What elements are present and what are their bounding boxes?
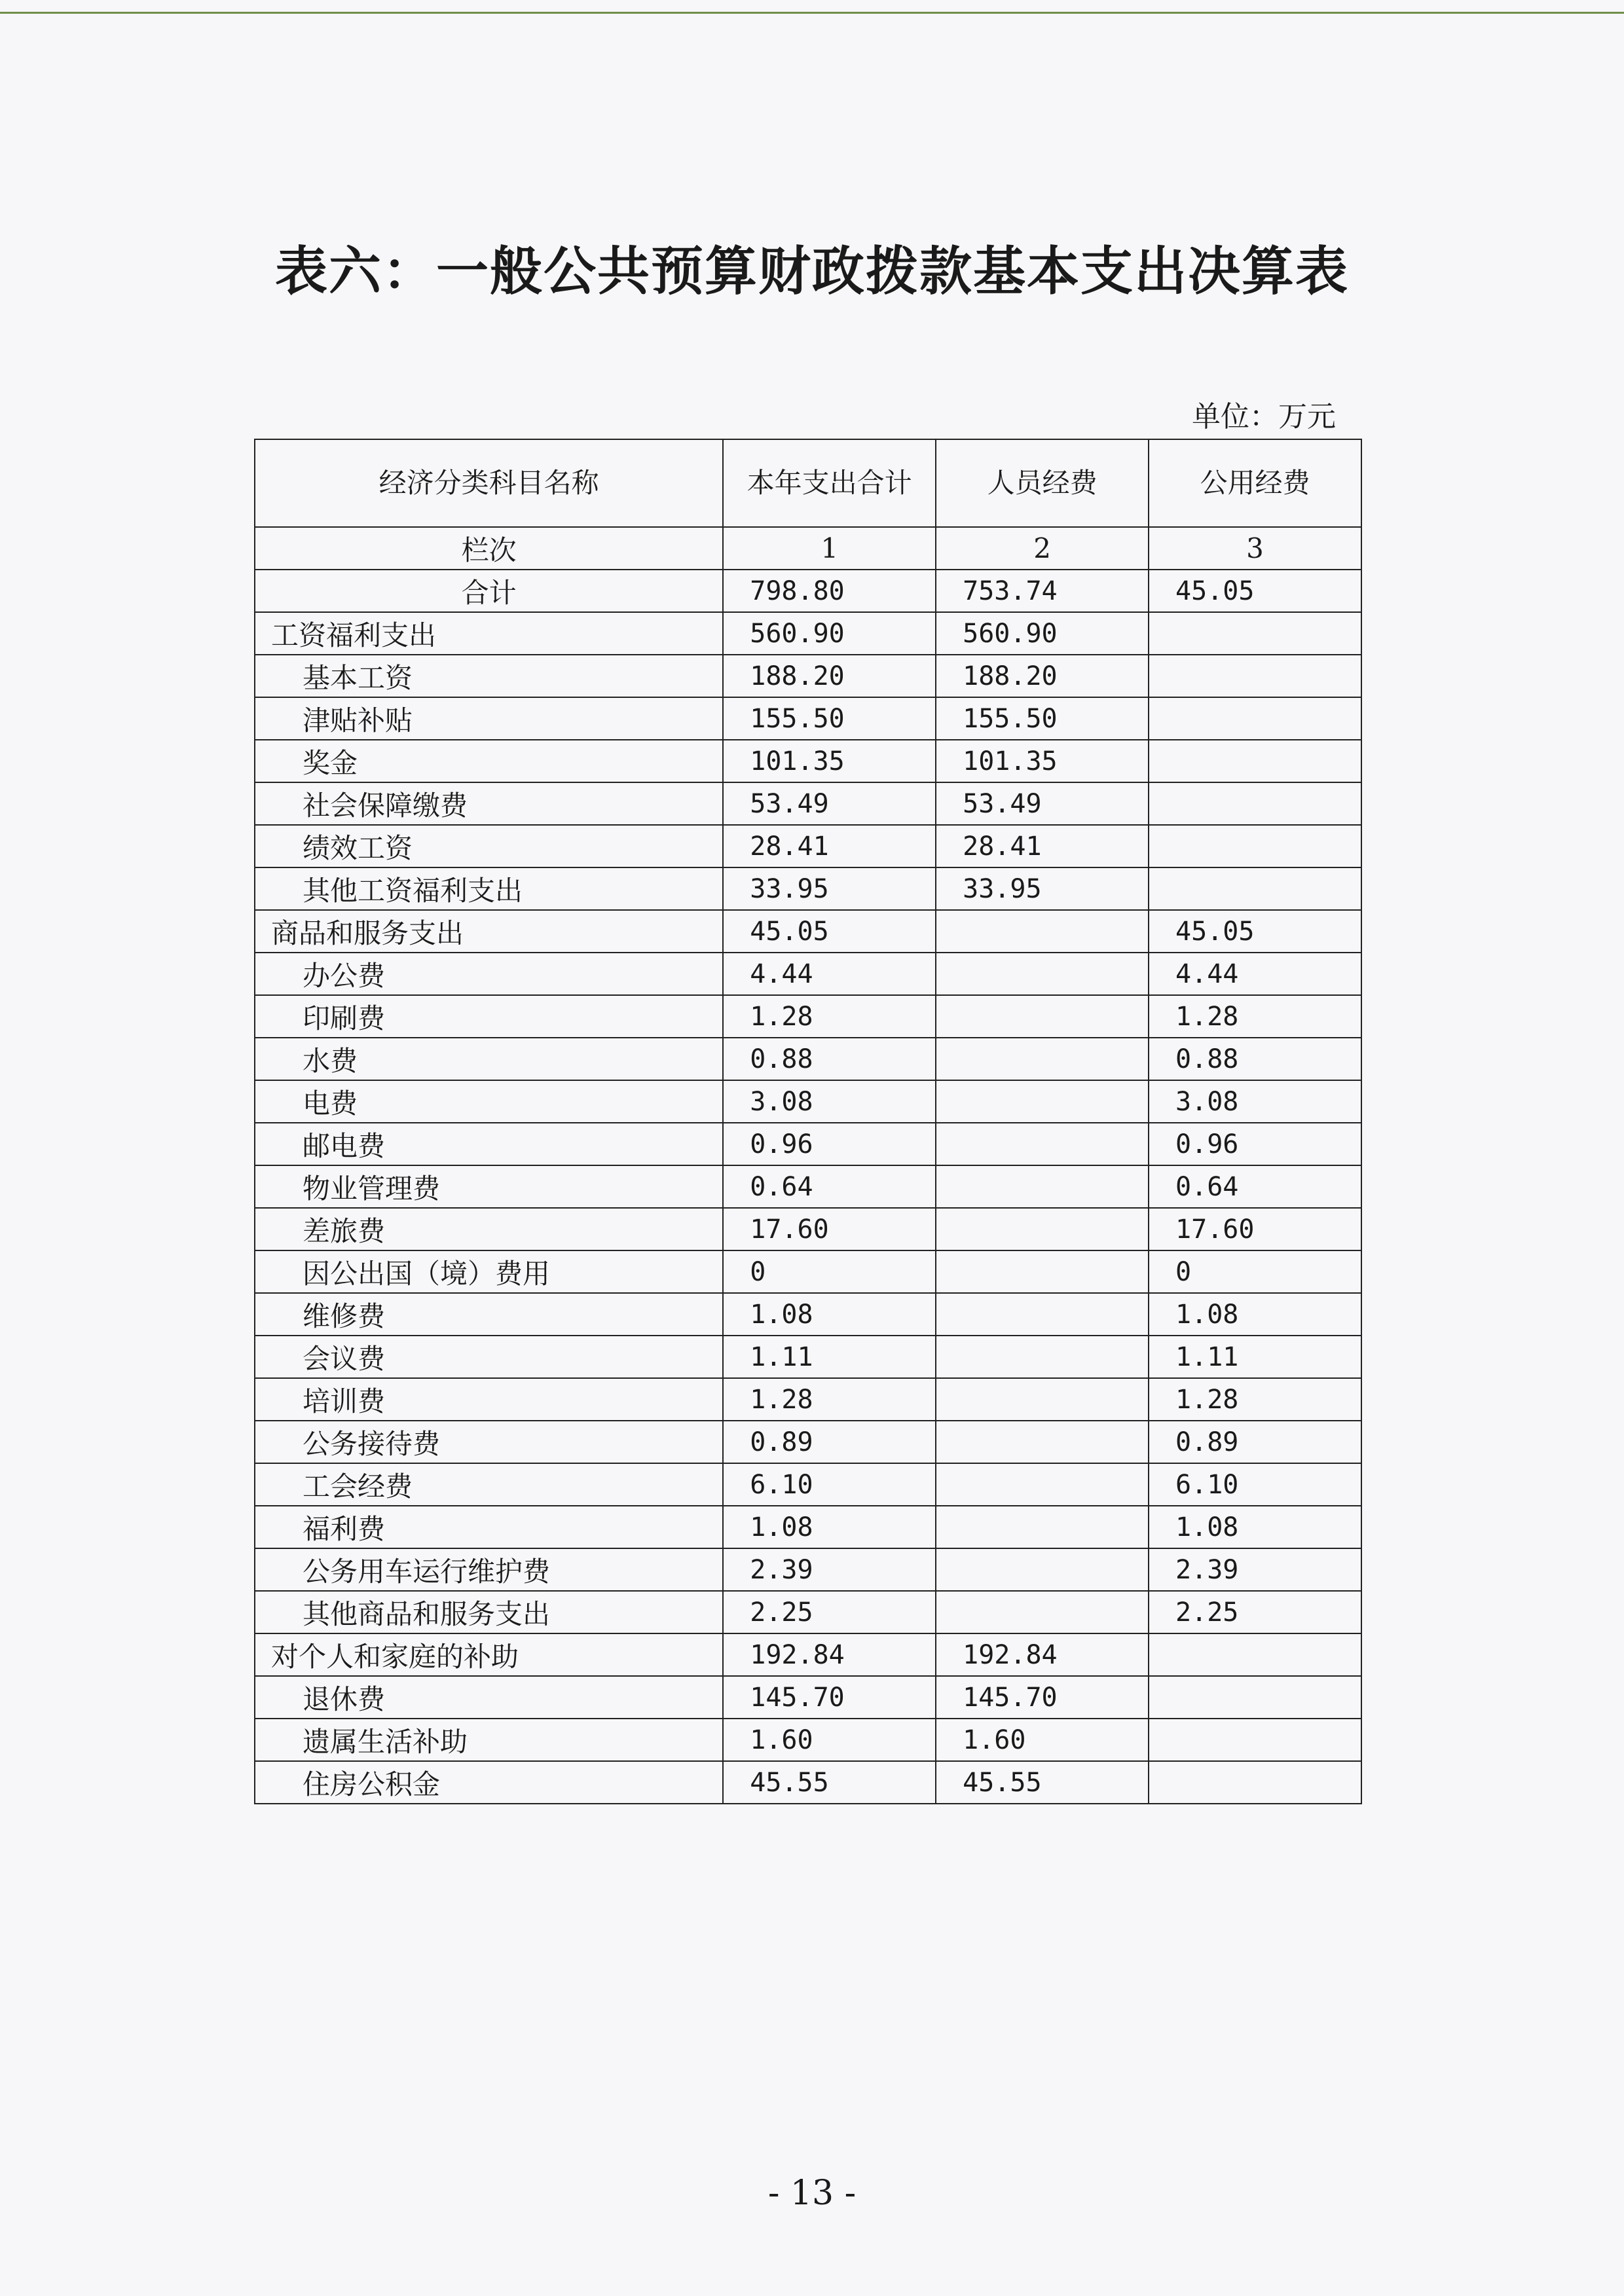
row-category-name: 津贴补贴: [255, 697, 723, 740]
row-total-value: 0.88: [723, 1038, 936, 1080]
row-personnel-value: [936, 995, 1149, 1038]
row-category-name: 工会经费: [255, 1463, 723, 1506]
row-personnel-value: [936, 1421, 1149, 1463]
row-personnel-value: [936, 1336, 1149, 1378]
table-row: [255, 1633, 1361, 1676]
row-category-name: 培训费: [255, 1378, 723, 1421]
row-public-value: 1.08: [1149, 1293, 1361, 1336]
row-public-value: [1149, 1761, 1361, 1804]
row-public-value: 2.39: [1149, 1548, 1361, 1591]
row-public-value: 0.89: [1149, 1421, 1361, 1463]
row-category-name: 公务接待费: [255, 1421, 723, 1463]
column-index-2: 2: [936, 527, 1149, 570]
table-row: [255, 1123, 1361, 1165]
row-total-value: 1.08: [723, 1506, 936, 1548]
row-personnel-value: 53.49: [936, 782, 1149, 825]
row-total-value: 188.20: [723, 655, 936, 697]
row-public-value: [1149, 612, 1361, 655]
row-category-name: 遗属生活补助: [255, 1719, 723, 1761]
row-personnel-value: 188.20: [936, 655, 1149, 697]
row-personnel-value: 45.55: [936, 1761, 1149, 1804]
row-public-value: 2.25: [1149, 1591, 1361, 1633]
row-category-name: 办公费: [255, 953, 723, 995]
row-category-name: 电费: [255, 1080, 723, 1123]
row-category-name: 邮电费: [255, 1123, 723, 1165]
row-public-value: [1149, 740, 1361, 782]
table-row: [255, 1038, 1361, 1080]
row-public-value: [1149, 825, 1361, 867]
row-total-value: 53.49: [723, 782, 936, 825]
row-public-value: [1149, 1676, 1361, 1719]
row-total-value: 560.90: [723, 612, 936, 655]
page-number: - 13 -: [767, 2174, 857, 2213]
row-public-value: 1.11: [1149, 1336, 1361, 1378]
row-category-name: 物业管理费: [255, 1165, 723, 1208]
row-public-value: [1149, 867, 1361, 910]
row-total-value: 1.08: [723, 1293, 936, 1336]
row-total-value: 1.11: [723, 1336, 936, 1378]
row-total-value: 45.55: [723, 1761, 936, 1804]
table-row: [255, 1421, 1361, 1463]
row-personnel-value: 192.84: [936, 1633, 1149, 1676]
row-category-name: 会议费: [255, 1336, 723, 1378]
table-row: [255, 1378, 1361, 1421]
row-category-name: 公务用车运行维护费: [255, 1548, 723, 1591]
header-category: 经济分类科目名称: [255, 439, 723, 527]
table-row: [255, 612, 1361, 655]
row-total-value: 155.50: [723, 697, 936, 740]
header-personnel: 人员经费: [936, 439, 1149, 527]
row-public-value: 17.60: [1149, 1208, 1361, 1250]
column-index-1: 1: [723, 527, 936, 570]
row-personnel-value: [936, 1080, 1149, 1123]
row-personnel-value: 560.90: [936, 612, 1149, 655]
row-total-value: 798.80: [723, 570, 936, 612]
row-category-name: 退休费: [255, 1676, 723, 1719]
row-personnel-value: 753.74: [936, 570, 1149, 612]
row-personnel-value: [936, 1038, 1149, 1080]
expenditure-table: [254, 439, 1362, 1804]
row-total-value: 33.95: [723, 867, 936, 910]
row-personnel-value: 155.50: [936, 697, 1149, 740]
row-personnel-value: 28.41: [936, 825, 1149, 867]
row-public-value: [1149, 697, 1361, 740]
row-public-value: 6.10: [1149, 1463, 1361, 1506]
table-row: [255, 825, 1361, 867]
row-total-value: 101.35: [723, 740, 936, 782]
row-public-value: 0: [1149, 1250, 1361, 1293]
table-row: [255, 1250, 1361, 1293]
row-personnel-value: [936, 1591, 1149, 1633]
row-personnel-value: [936, 1250, 1149, 1293]
row-category-name: 社会保障缴费: [255, 782, 723, 825]
unit-label: 单位：万元: [1192, 400, 1336, 433]
row-personnel-value: [936, 1123, 1149, 1165]
table-row: [255, 740, 1361, 782]
table-row: [255, 1761, 1361, 1804]
row-public-value: 3.08: [1149, 1080, 1361, 1123]
row-total-value: 1.60: [723, 1719, 936, 1761]
row-total-value: 1.28: [723, 995, 936, 1038]
row-category-name: 福利费: [255, 1506, 723, 1548]
row-category-name: 对个人和家庭的补助: [255, 1633, 723, 1676]
table-row: [255, 1080, 1361, 1123]
row-personnel-value: 1.60: [936, 1719, 1149, 1761]
table-row: [255, 1506, 1361, 1548]
table-row: [255, 697, 1361, 740]
row-public-value: 1.08: [1149, 1506, 1361, 1548]
table-row: [255, 1293, 1361, 1336]
row-category-name: 合计: [255, 570, 723, 612]
row-category-name: 工资福利支出: [255, 612, 723, 655]
row-public-value: 0.88: [1149, 1038, 1361, 1080]
row-public-value: 0.64: [1149, 1165, 1361, 1208]
header-public: 公用经费: [1149, 439, 1361, 527]
column-index-3: 3: [1149, 527, 1361, 570]
row-personnel-value: 145.70: [936, 1676, 1149, 1719]
row-total-value: 4.44: [723, 953, 936, 995]
table-row: [255, 782, 1361, 825]
row-total-value: 0.96: [723, 1123, 936, 1165]
table-row: [255, 655, 1361, 697]
row-category-name: 印刷费: [255, 995, 723, 1038]
column-index-label: 栏次: [255, 527, 723, 570]
row-public-value: 4.44: [1149, 953, 1361, 995]
row-total-value: 145.70: [723, 1676, 936, 1719]
row-public-value: [1149, 1719, 1361, 1761]
row-category-name: 差旅费: [255, 1208, 723, 1250]
table-row: [255, 1719, 1361, 1761]
row-category-name: 其他商品和服务支出: [255, 1591, 723, 1633]
table-row: [255, 570, 1361, 612]
row-public-value: 1.28: [1149, 995, 1361, 1038]
row-personnel-value: [936, 1548, 1149, 1591]
row-category-name: 水费: [255, 1038, 723, 1080]
row-total-value: 1.28: [723, 1378, 936, 1421]
table-row: [255, 1463, 1361, 1506]
row-personnel-value: [936, 910, 1149, 953]
row-personnel-value: [936, 1293, 1149, 1336]
row-public-value: 0.96: [1149, 1123, 1361, 1165]
header-total: 本年支出合计: [723, 439, 936, 527]
row-total-value: 28.41: [723, 825, 936, 867]
row-total-value: 6.10: [723, 1463, 936, 1506]
top-rule: [0, 12, 1624, 14]
row-total-value: 0: [723, 1250, 936, 1293]
row-public-value: [1149, 782, 1361, 825]
row-category-name: 商品和服务支出: [255, 910, 723, 953]
table-row: [255, 953, 1361, 995]
row-category-name: 维修费: [255, 1293, 723, 1336]
row-personnel-value: [936, 1378, 1149, 1421]
row-category-name: 绩效工资: [255, 825, 723, 867]
table-row: [255, 1548, 1361, 1591]
row-total-value: 3.08: [723, 1080, 936, 1123]
row-total-value: 0.89: [723, 1421, 936, 1463]
row-total-value: 17.60: [723, 1208, 936, 1250]
row-total-value: 2.25: [723, 1591, 936, 1633]
header-row: [255, 439, 1361, 527]
table-row: [255, 867, 1361, 910]
table-row: [255, 1208, 1361, 1250]
table-row: [255, 1165, 1361, 1208]
row-personnel-value: 101.35: [936, 740, 1149, 782]
row-category-name: 其他工资福利支出: [255, 867, 723, 910]
table-row: [255, 1676, 1361, 1719]
row-personnel-value: 33.95: [936, 867, 1149, 910]
row-category-name: 住房公积金: [255, 1761, 723, 1804]
row-category-name: 基本工资: [255, 655, 723, 697]
row-personnel-value: [936, 1165, 1149, 1208]
row-personnel-value: [936, 1208, 1149, 1250]
row-total-value: 2.39: [723, 1548, 936, 1591]
row-category-name: 因公出国（境）费用: [255, 1250, 723, 1293]
table-row: [255, 1591, 1361, 1633]
column-index-row: [255, 527, 1361, 570]
row-public-value: 45.05: [1149, 570, 1361, 612]
row-total-value: 192.84: [723, 1633, 936, 1676]
row-personnel-value: [936, 953, 1149, 995]
row-public-value: [1149, 655, 1361, 697]
row-total-value: 45.05: [723, 910, 936, 953]
row-total-value: 0.64: [723, 1165, 936, 1208]
row-personnel-value: [936, 1506, 1149, 1548]
page-title: 表六：一般公共预算财政拨款基本支出决算表: [275, 240, 1349, 302]
table-row: [255, 1336, 1361, 1378]
row-public-value: 45.05: [1149, 910, 1361, 953]
row-public-value: 1.28: [1149, 1378, 1361, 1421]
row-category-name: 奖金: [255, 740, 723, 782]
table-row: [255, 995, 1361, 1038]
row-personnel-value: [936, 1463, 1149, 1506]
row-public-value: [1149, 1633, 1361, 1676]
table-row: [255, 910, 1361, 953]
